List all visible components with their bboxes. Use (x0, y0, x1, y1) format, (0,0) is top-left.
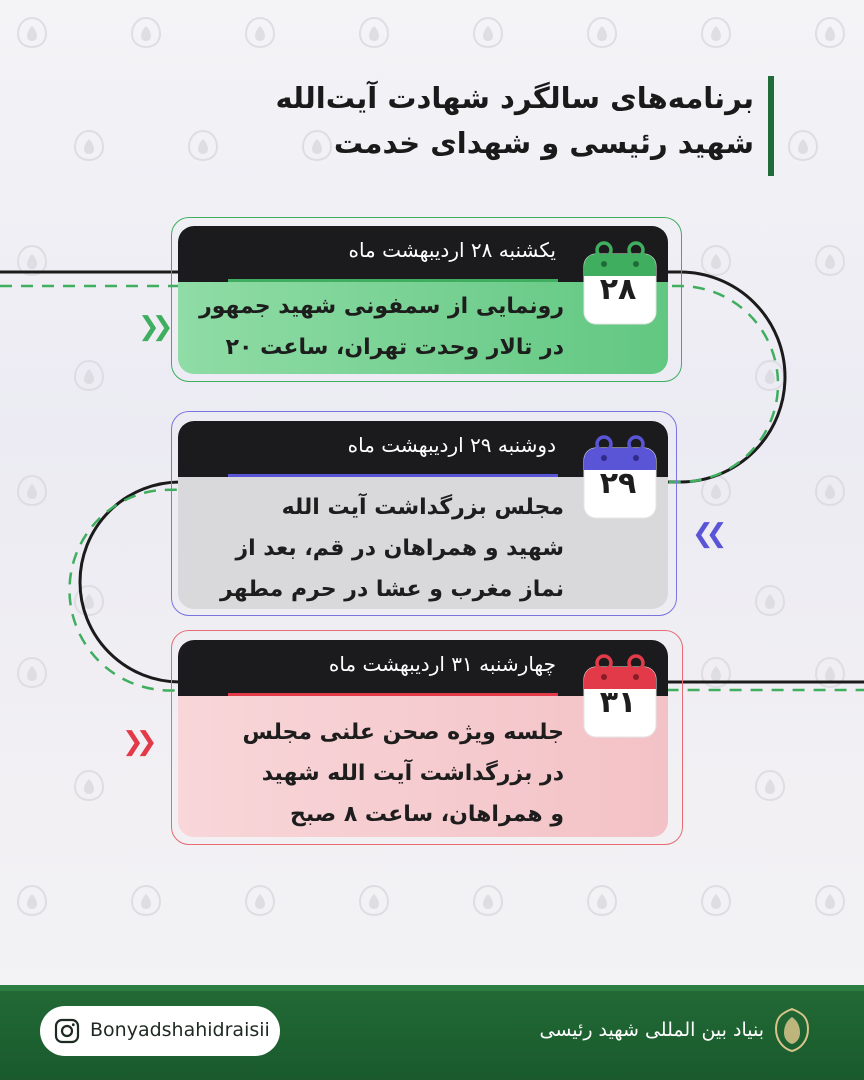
event-description-line: رونمایی از سمفونی شهید جمهور (199, 294, 564, 319)
calendar-icon (580, 240, 664, 330)
title-line-1: برنامه‌های سالگرد شهادت آیت‌الله (275, 81, 754, 115)
organization-logo-icon (772, 1007, 812, 1053)
event-date: چهارشنبه ۳۱ اردیبهشت ماه (178, 640, 668, 696)
event-date: دوشنبه ۲۹ اردیبهشت ماه (178, 421, 668, 477)
instagram-icon (54, 1018, 80, 1044)
calendar-icon (580, 653, 664, 743)
event-description-line: مجلس بزرگداشت آیت الله (281, 495, 564, 520)
calendar-day: ۲۸ (599, 272, 637, 307)
event-description-line: نماز مغرب و عشا در حرم مطهر (220, 577, 564, 602)
chevron-right-icon: ❯❯ (122, 727, 150, 757)
instagram-link[interactable] (40, 1006, 280, 1056)
calendar-day: ۳۱ (599, 685, 637, 720)
event-description-line: جلسه ویژه صحن علنی مجلس (242, 720, 564, 745)
chevron-left-icon: ❮❮ (692, 519, 720, 549)
instagram-handle: Bonyadshahidraisii (90, 1019, 270, 1041)
footer (0, 985, 864, 1080)
calendar-icon (580, 434, 664, 524)
chevron-right-icon: ❯❯ (138, 312, 166, 342)
page-title (174, 76, 774, 176)
event-description-line: شهید و همراهان در قم، بعد از (235, 536, 564, 561)
event-description-line: و همراهان، ساعت ۸ صبح (290, 802, 564, 827)
title-line-2: شهید رئیسی و شهدای خدمت (333, 126, 754, 160)
event-date: یکشنبه ۲۸ اردیبهشت ماه (178, 226, 668, 282)
event-description-line: در بزرگداشت آیت الله شهید (261, 761, 564, 786)
footer-strip (0, 985, 864, 991)
event-description-line: در تالار وحدت تهران، ساعت ۲۰ (225, 335, 564, 360)
calendar-day: ۲۹ (599, 466, 637, 501)
organization-name: بنیاد بین المللی شهید رئیسی (539, 1019, 764, 1041)
